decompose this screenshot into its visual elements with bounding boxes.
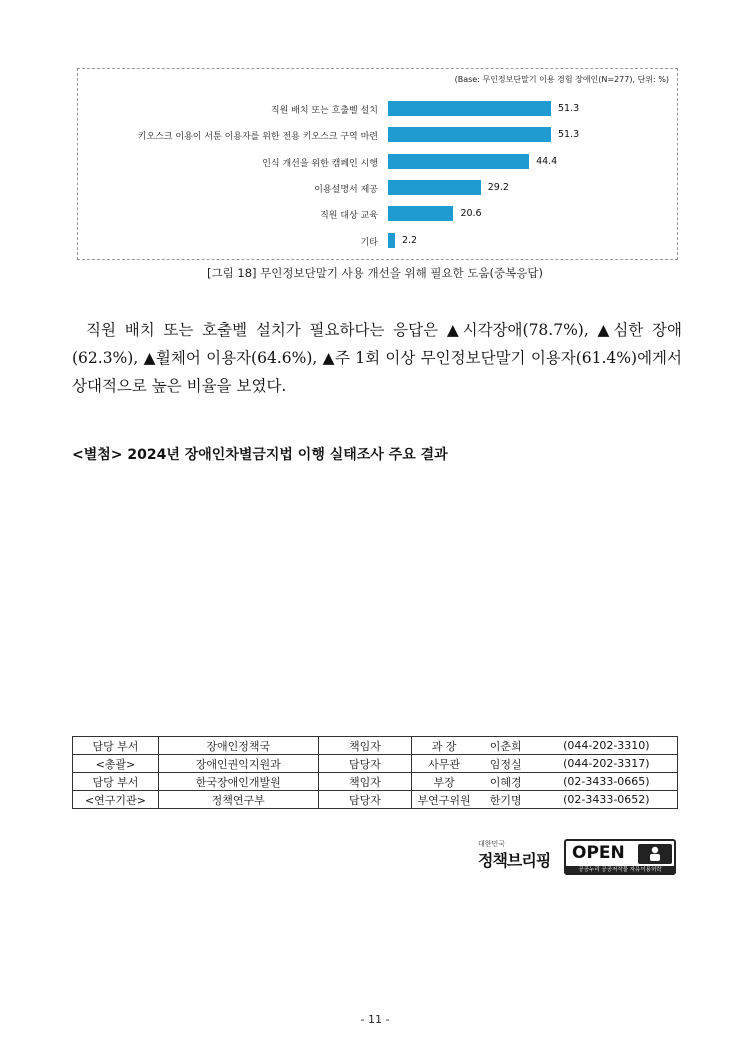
bar [388,206,453,221]
category-label: 직원 배치 또는 호출벨 설치 [270,106,378,116]
paragraph-text: 직원 배치 또는 호출벨 설치가 필요하다는 응답은 ▲시각장애(78.7%), ▲심한 장애(62.3%), ▲휠체어 이용자(64.6%), ▲주 1회 이상 무인정보단말기 이용자(61.4%)에게서 상대적으로 높은 비율을 보였다. [72,321,682,395]
table-row [73,773,678,791]
table-cell-dept: 정책연구부 [158,791,318,809]
category-label: 기타 [360,237,378,248]
open-license-badge [564,839,676,875]
category-label: 직원 대상 교육 [320,211,378,222]
table-cell-name: 이춘희 [476,737,536,755]
table-cell-dept-label: 담당 부서 [73,737,159,755]
table-cell-phone: (02-3433-0665) [536,773,678,791]
table-row [73,737,678,755]
category-label: 인식 개선을 위한 캠페인 시행 [262,158,378,169]
policy-briefing-logo-small: 대한민국 [478,840,506,848]
table-cell-dept-label: <총괄> [73,755,159,773]
license-person-icon [638,844,672,864]
table-cell-dept-label: <연구기관> [73,791,159,809]
table-cell-role: 담당자 [318,755,412,773]
value-label: 51.3 [558,129,580,141]
attachment-heading: <별첨> 2024년 장애인차별금지법 이행 실태조사 주요 결과 [72,447,448,463]
bar [388,127,551,142]
table-cell-phone: (044-202-3317) [536,755,678,773]
table-cell-dept: 한국장애인개발원 [158,773,318,791]
category-label: 이용설명서 제공 [314,184,378,195]
figure-caption: [그림 18] 무인정보단말기 사용 개선을 위해 필요한 도움(중복응답) [207,266,543,280]
table-cell-title: 부연구위원 [412,791,476,809]
table-cell-dept-label: 담당 부서 [73,773,159,791]
body-paragraph [72,316,682,400]
bar [388,233,395,248]
value-label: 44.4 [536,155,558,167]
value-label: 29.2 [487,181,509,193]
policy-briefing-logo: 정책브리핑 [478,851,551,870]
table-cell-role: 책임자 [318,773,412,791]
table-cell-dept: 장애인정책국 [158,737,318,755]
value-label: 51.3 [558,103,580,114]
table-row [73,791,678,809]
bar [388,180,481,195]
table-cell-title: 부장 [412,773,476,791]
chart-base-note: (Base: 무인정보단말기 이용 경험 장애인(N=277), 단위: %) [454,75,669,84]
table-cell-role: 책임자 [318,737,412,755]
bar [388,154,529,169]
page-number: - 11 - [360,1013,390,1026]
contact-table [72,736,678,809]
table-cell-name: 한기명 [476,791,536,809]
table-cell-name: 이혜경 [476,773,536,791]
table-cell-name: 임정실 [476,755,536,773]
category-label: 키오스크 이용이 서툰 이용자를 위한 전용 키오스크 구역 마련 [137,132,378,143]
open-badge-subtitle: 공공누리 공공저작물 자유이용허락 [566,866,674,875]
table-cell-title: 사무관 [412,755,476,773]
table-cell-role: 담당자 [318,791,412,809]
bar [388,101,551,116]
table-cell-dept: 장애인권익지원과 [158,755,318,773]
table-cell-title: 과 장 [412,737,476,755]
open-badge-text: OPEN [572,843,625,863]
table-cell-phone: (044-202-3310) [536,737,678,755]
logo-area [478,839,678,879]
value-label: 20.6 [460,208,482,220]
table-cell-phone: (02-3433-0652) [536,791,678,809]
table-row [73,755,678,773]
value-label: 2.2 [401,234,418,246]
